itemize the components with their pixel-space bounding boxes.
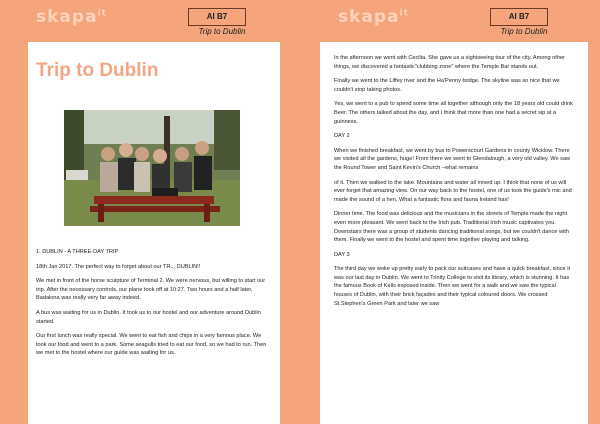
- paragraph: We met in front of the horse sculpture of Terminal 2. We were nervous, but willing to start our trip. After the necessary controls, our plane took off at 10:27. Two hours and a half later, Badalona was really very far away indeed.: [36, 278, 266, 302]
- header-subtitle: Trip to Dublin: [500, 27, 548, 36]
- section-heading-day-2: DAY 2: [334, 133, 350, 140]
- level-badge: AI B7: [490, 8, 548, 26]
- right-page-text: [334, 54, 574, 308]
- paragraph: Yes, we went to a pub to spend some time all together although only the 18 years old could drink Beer. The others talked about the day, and I think that more than one had a secret sip at a guinness.: [334, 101, 573, 125]
- page-title: Trip to Dublin: [36, 60, 159, 81]
- level-badge: AI B7: [188, 8, 246, 26]
- skapait-logo: skapa$^{it}$: [338, 7, 409, 27]
- paragraph: A bus was waiting for us in Dublin. It took us to our hostel and our adventure around Dublin started.: [36, 309, 261, 325]
- paragraph: of it. Then we walked to the lake. Mountains and water all mixed up. I think that none of us will ever forget that amazing view. On our way back to the hostel, one of us took the guide's mic and made the sound of a hen. What a fantastic flora and fauna Ireland has!: [334, 179, 572, 203]
- paragraph: 1. DUBLIN - A THREE-DAY TRIP: [36, 249, 119, 255]
- header-subtitle: Trip to Dublin: [198, 27, 246, 36]
- right-page: [320, 42, 588, 424]
- paragraph: Our first lunch was really special. We went to eat fish and chips in a very famous place. We took our food and went to a park. Some seagulls tried to eat our food, so we had to run. Then we met to the hostel where our guide was waiting for us.: [36, 333, 267, 357]
- section-heading-day-3: DAY 3: [334, 251, 350, 258]
- paragraph: Dinner time. The food was delicious and the musicians in the streets of Temple made the night even more pleasant. We went back to the Irish pub. Traditional Irish music captivates you. Downstairs there was a group of students dancing traditional songs, but we couldn't dance with them. Finally we went to the hostel and spent time together playing and talking.: [334, 211, 569, 244]
- left-page-text: [36, 248, 272, 364]
- paragraph: The third day we woke up pretty early to pack our suitcases and have a quick breakfast, since it was our last day in Dublin. We went to Trinity College to visit its library, which is stunning. It has the famous Book of Kells exposed inside. Then we went for a walk and we saw the typical houses of Dublin, with their brick façades and their typical coloured doors. We crossed St.Stephen's Green Park and later we saw: [334, 266, 570, 307]
- paragraph: In the afternoon we went with Cecilia. She gave us a sightseeing tour of the city. Among other things, we discovered a fantastic"clubbing zone" where the Temple Bar stands out.: [334, 55, 565, 70]
- left-page: [28, 42, 280, 424]
- paragraph: When we finished breakfast, we went by bus to Powerscourt Gardens in county Wicklow. There we visited all the gardens, huge! From there we went to Glendalough, a very old valley. We saw the Round Tower and Saint Kevin's Church –what remains: [334, 147, 571, 171]
- paragraph: Finally we went to the Liffey river and the Ha'Penny bridge. The skyline was so nice that we couldn't stop taking photos.: [334, 78, 560, 93]
- skapait-logo: skapa$^{it}$: [36, 7, 107, 27]
- paragraph: 18th Jan 2017. The perfect way to forget about our TR... DUBLIN!!: [36, 263, 201, 270]
- group-photo: [64, 110, 240, 226]
